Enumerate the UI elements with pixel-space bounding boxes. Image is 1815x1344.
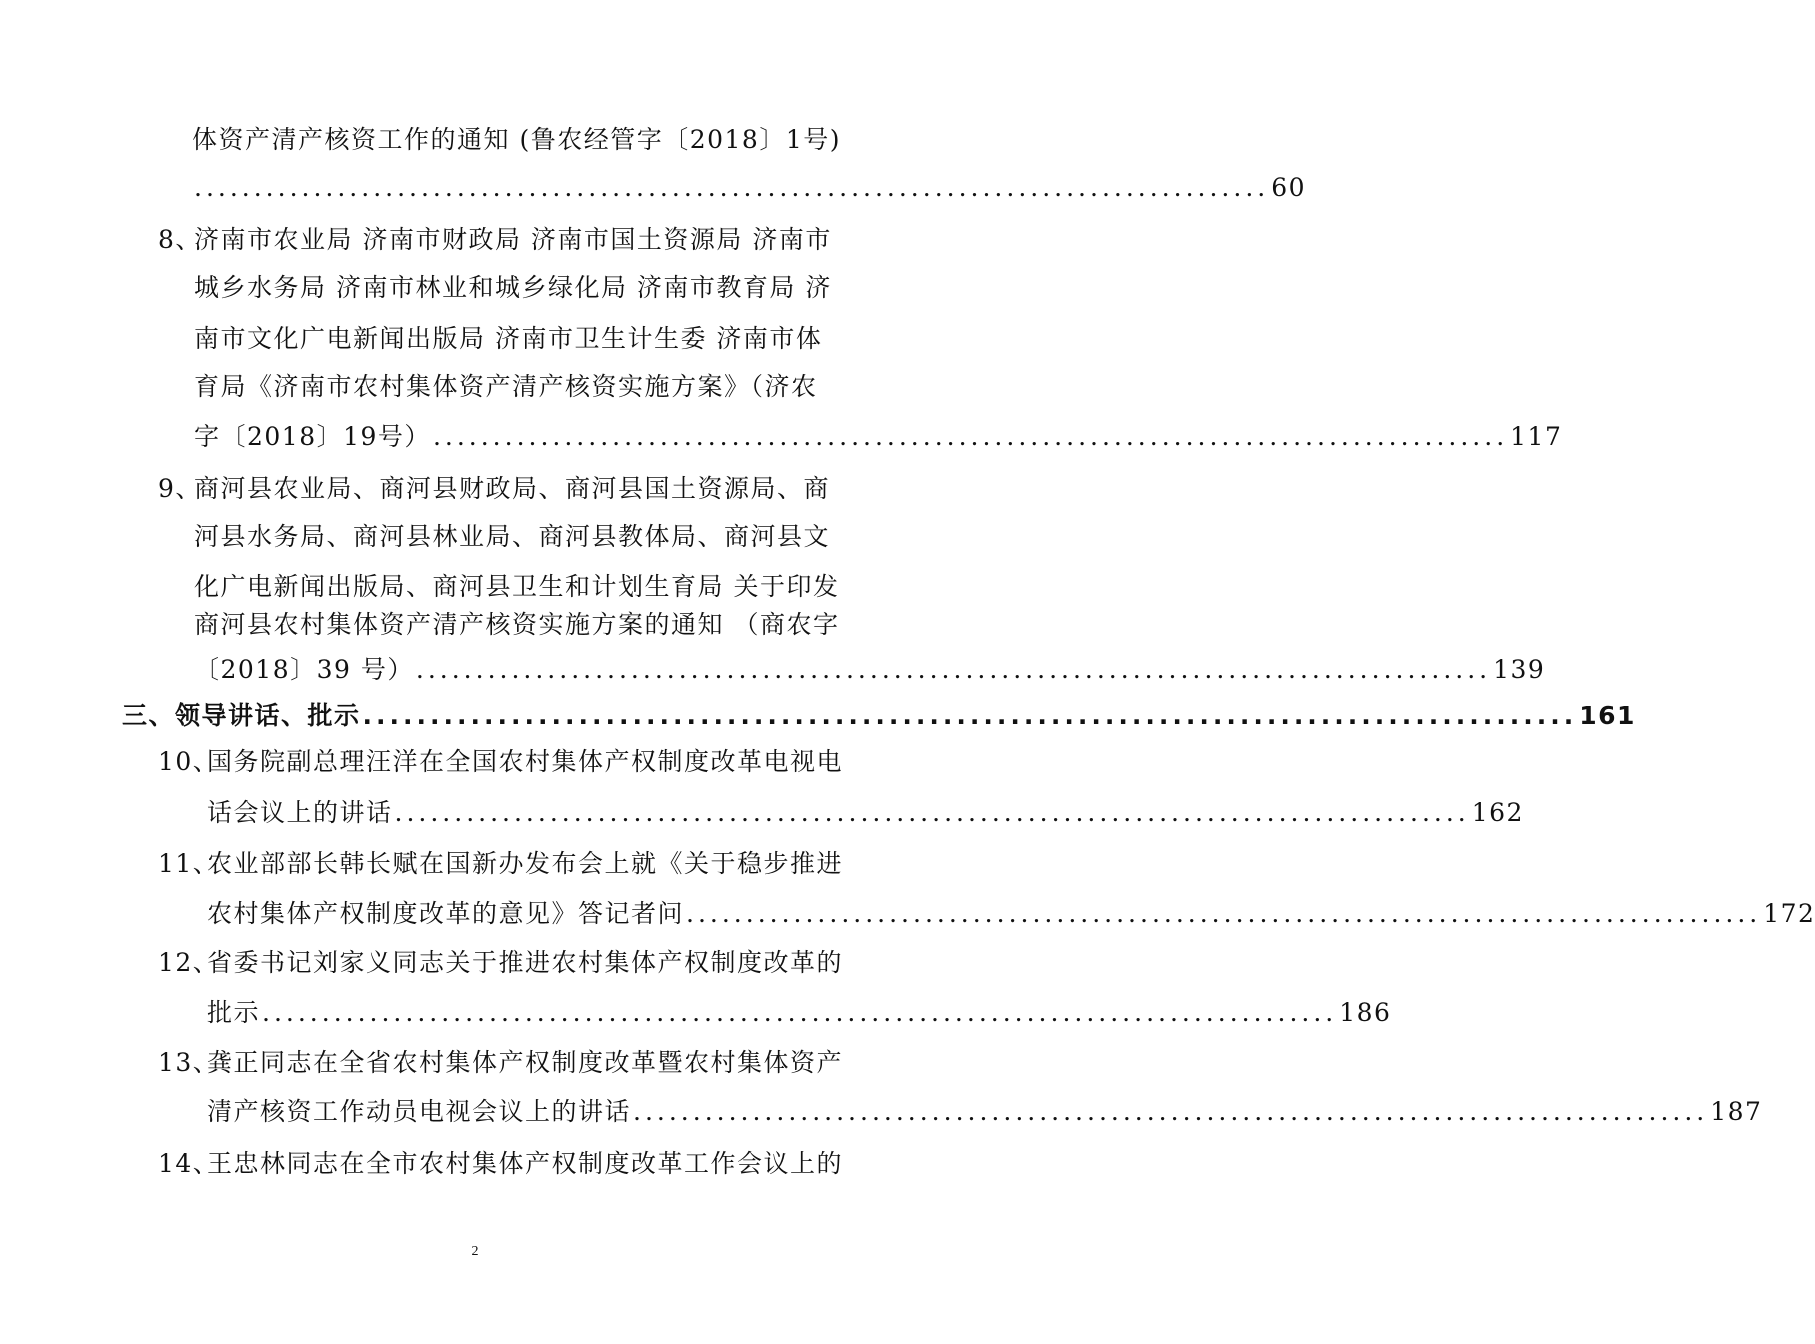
toc-item-9-line-3: 化广电新闻出版局、商河县卫生和计划生育局 关于印发 [194, 572, 840, 601]
toc-item-8-leader[interactable] [194, 419, 1563, 455]
toc-item-8-number: 8、 [158, 225, 202, 254]
leader-dots: .......................................................................................... [394, 798, 1470, 827]
toc-item-9-line-5: 〔2018〕39 号） [194, 655, 414, 684]
toc-item-10-line-1[interactable]: 国务院副总理汪洋在全国农村集体产权制度改革电视电 [207, 747, 844, 776]
toc-item-9-line-1[interactable]: 商河县农业局、商河县财政局、商河县国土资源局、商 [194, 474, 831, 503]
leader-dots: .......................................................................................... [194, 173, 1270, 202]
toc-item-10-number: 10、 [158, 747, 220, 776]
toc-item-10-leader[interactable] [207, 795, 1524, 831]
toc-item-13-line-2: 清产核资工作动员电视会议上的讲话 [207, 1097, 632, 1126]
toc-item-11-number: 11、 [158, 849, 220, 878]
leader-dots: .......................................................................................... [262, 998, 1338, 1027]
toc-item-7-leader[interactable] [192, 170, 1307, 206]
toc-item-8-line-2: 城乡水务局 济南市林业和城乡绿化局 济南市教育局 济 [194, 273, 832, 302]
toc-item-9-number: 9、 [158, 474, 202, 503]
toc-item-8-page: 117 [1510, 422, 1563, 451]
toc-item-12-page: 186 [1339, 998, 1392, 1027]
leader-dots: .......................................................................................... [415, 655, 1492, 684]
toc-item-7-page: 60 [1271, 173, 1307, 202]
toc-item-12-leader[interactable] [207, 995, 1392, 1031]
toc-item-12-line-2: 批示 [207, 998, 261, 1027]
page-number: 2 [471, 1244, 479, 1259]
toc-item-9-line-4: 商河县农村集体资产清产核资实施方案的通知 （商农字 [194, 610, 840, 639]
leader-dots: .......................................................................................... [633, 1097, 1709, 1126]
toc-item-11-line-1[interactable]: 农业部部长韩长赋在国新办发布会上就《关于稳步推进 [207, 849, 844, 878]
toc-item-13-page: 187 [1710, 1097, 1763, 1126]
toc-item-7-line-1: 体资产清产核资工作的通知 (鲁农经管字〔2018〕1号) [192, 125, 841, 154]
toc-section-3-title: 三、领导讲话、批示 [122, 701, 361, 730]
toc-item-11-page: 172 [1763, 899, 1815, 928]
toc-section-3[interactable] [122, 698, 1636, 734]
leader-dots: .......................................................................................... [362, 701, 1578, 730]
leader-dots: .......................................................................................... [432, 422, 1509, 451]
toc-item-13-number: 13、 [158, 1048, 220, 1077]
toc-item-10-page: 162 [1471, 798, 1524, 827]
toc-item-10-line-2: 话会议上的讲话 [207, 798, 393, 827]
toc-item-9-leader[interactable] [194, 652, 1546, 688]
toc-item-8-line-3: 南市文化广电新闻出版局 济南市卫生计生委 济南市体 [194, 324, 823, 353]
toc-item-9-line-2: 河县水务局、商河县林业局、商河县教体局、商河县文 [194, 522, 831, 551]
toc-item-13-leader[interactable] [207, 1094, 1763, 1130]
toc-section-3-page: 161 [1579, 701, 1636, 730]
toc-item-14-line-1[interactable]: 王忠林同志在全市农村集体产权制度改革工作会议上的 [207, 1149, 844, 1178]
toc-item-12-number: 12、 [158, 948, 220, 977]
toc-item-9-page: 139 [1493, 655, 1546, 684]
toc-item-13-line-1[interactable]: 龚正同志在全省农村集体产权制度改革暨农村集体资产 [207, 1048, 844, 1077]
toc-item-11-line-2: 农村集体产权制度改革的意见》答记者问 [207, 899, 685, 928]
leader-dots: .......................................................................................... [686, 899, 1762, 928]
toc-item-8-line-5: 字〔2018〕19号） [194, 422, 431, 451]
toc-item-11-leader[interactable] [207, 896, 1815, 932]
toc-item-14-number: 14、 [158, 1149, 220, 1178]
toc-item-8-line-4: 育局《济南市农村集体资产清产核资实施方案》（济农 [194, 372, 818, 401]
toc-item-12-line-1[interactable]: 省委书记刘家义同志关于推进农村集体产权制度改革的 [207, 948, 844, 977]
toc-item-8-line-1[interactable]: 济南市农业局 济南市财政局 济南市国土资源局 济南市 [194, 225, 832, 254]
